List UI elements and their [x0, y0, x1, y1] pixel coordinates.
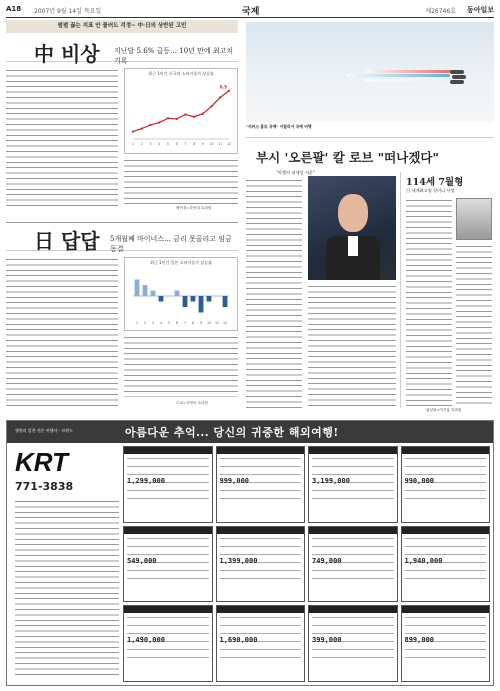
- china-chart-title: 최근 1년간 중국의 소비자물가 상승률: [148, 71, 214, 76]
- ad-text-line: [312, 570, 394, 571]
- x-tick-label: 5: [167, 321, 171, 325]
- ad-text-line: [312, 474, 394, 475]
- ad-package-cell: [401, 446, 491, 523]
- ad-price: 1,299,000: [127, 477, 165, 485]
- data-point: [176, 118, 178, 120]
- feature-body-2: [308, 284, 396, 408]
- ad-text-line: [127, 498, 209, 499]
- issue-date: 2007년 9월 14일 목요일: [34, 8, 102, 15]
- ad-text-line: [220, 649, 302, 650]
- section-title: 국제: [242, 7, 260, 17]
- photo-caption-title: "서커스 흉토 곡예" 이탈리아 곡예 비행: [246, 124, 312, 129]
- ad-text-line: [127, 458, 209, 459]
- ad-text-line: [220, 570, 302, 571]
- ad-text-line: [220, 625, 302, 626]
- data-point: [219, 96, 221, 98]
- ad-text-line: [312, 657, 394, 658]
- ad-header: [7, 421, 493, 443]
- x-tick-label: 10: [206, 321, 212, 325]
- ad-text-line: [220, 474, 302, 475]
- ad-package-cell: [123, 605, 213, 682]
- x-tick-label: 7: [183, 321, 187, 325]
- ad-price: 1,690,000: [219, 636, 258, 645]
- china-subhead: 지난달 5.6% 급등… 10년 만에 최고치 기록: [114, 47, 234, 65]
- bar: [175, 291, 180, 297]
- bush-photo: [308, 176, 396, 280]
- data-point: [158, 122, 160, 124]
- x-tick-label: 9: [201, 142, 204, 146]
- feature-sub: "야겠어 떠세상 서운": [276, 170, 315, 175]
- bar: [207, 296, 212, 302]
- ad-text-line: [312, 578, 394, 579]
- face-shape: [338, 194, 368, 232]
- ad-package-cell: [216, 605, 306, 682]
- ad-text-line: [220, 498, 302, 499]
- krt-panel: [15, 447, 119, 685]
- ad-text-line: [220, 490, 302, 491]
- x-tick-label: 11: [214, 321, 220, 325]
- ad-text-line: [312, 490, 394, 491]
- ad-text-line: [312, 538, 394, 539]
- jet-icon: [450, 70, 464, 74]
- x-tick-label: 3: [149, 142, 152, 146]
- ad-text-line: [405, 538, 487, 539]
- feature-article: [246, 142, 494, 414]
- x-tick-label: 10: [209, 142, 214, 146]
- newspaper-name: 동아일보: [466, 5, 494, 14]
- krt-phone: 771-3838: [15, 480, 74, 493]
- ad-text-line: [220, 578, 302, 579]
- ad-package-grid: [123, 446, 490, 682]
- x-tick-label: 12: [222, 321, 228, 325]
- ad-package-header: [217, 447, 305, 454]
- bar: [135, 280, 140, 297]
- ad-text-line: [220, 554, 302, 555]
- china-headline: 中 비상: [34, 42, 100, 66]
- japan-chart-title: 최근 1년간 일본 소비자물가 상승률: [150, 260, 212, 265]
- ad-text-line: [312, 498, 394, 499]
- airshow-photo: [246, 22, 494, 122]
- china-byline: 베이징=하종대 특파원: [176, 206, 212, 210]
- obit-portrait: [456, 198, 492, 240]
- ad-text-line: [312, 458, 394, 459]
- feature-divider: [400, 172, 401, 408]
- ad-text-line: [127, 617, 209, 618]
- ad-price: 3,199,000: [312, 477, 350, 485]
- ad-text-line: [405, 578, 487, 579]
- x-tick-label: 8: [191, 321, 195, 325]
- ad-text-line: [405, 458, 487, 459]
- bar: [183, 296, 188, 307]
- ad-package-header: [309, 447, 397, 454]
- ad-package-header: [217, 527, 305, 534]
- bar: [151, 291, 156, 297]
- ad-text-line: [127, 578, 209, 579]
- obit-sub: 日 세계최고령 할머니 사망: [406, 188, 455, 193]
- photo-caption: [246, 124, 494, 138]
- jet-icon: [452, 75, 466, 79]
- ad-price: 399,000: [312, 636, 342, 645]
- japan-chart-svg: [125, 270, 237, 328]
- ad-price: 899,000: [404, 636, 435, 645]
- ad-package-header: [402, 527, 490, 534]
- jet-icon: [450, 80, 464, 84]
- ad-text-line: [405, 546, 487, 547]
- ad-package-cell: [216, 446, 306, 523]
- top-banner: 펄펄 끓는 지표 안 물러도 걱정~ 中·日의 상반된 고민: [6, 20, 238, 33]
- ad-package-cell: [401, 605, 491, 682]
- series-line: [133, 91, 229, 132]
- feature-byline: 워싱턴=이기홍 특파원: [426, 408, 462, 412]
- obit-body: [406, 198, 452, 408]
- ad-text-line: [220, 633, 302, 634]
- x-tick-label: 2: [143, 321, 147, 325]
- ad-text-line: [312, 617, 394, 618]
- ad-price: 549,000: [127, 556, 157, 565]
- ad-text-line: [127, 554, 209, 555]
- china-chart: [124, 68, 238, 154]
- ad-package-cell: [308, 526, 398, 603]
- feature-body: [246, 178, 302, 408]
- x-tick-label: 1: [135, 321, 139, 325]
- bar: [143, 285, 148, 296]
- ad-text-line: [312, 625, 394, 626]
- ad-text-line: [405, 490, 487, 491]
- data-label: 6.5: [219, 84, 227, 90]
- japan-body-2: [124, 335, 238, 397]
- x-tick-label: 4: [158, 142, 161, 146]
- ad-package-header: [309, 527, 397, 534]
- ad-text-line: [312, 546, 394, 547]
- ad-text-line: [127, 625, 209, 626]
- ad-package-cell: [308, 605, 398, 682]
- ad-title: 아름다운 추억... 당신의 귀중한 해외여행!: [125, 426, 339, 439]
- ad-text-line: [405, 554, 487, 555]
- ad-text-line: [127, 466, 209, 467]
- ad-package-cell: [401, 526, 491, 603]
- ad-package-header: [309, 606, 397, 613]
- ad-text-line: [127, 474, 209, 475]
- china-body: [6, 68, 118, 210]
- ad-price: 990,000: [404, 477, 435, 485]
- bar: [199, 296, 204, 313]
- page-number: A18: [6, 5, 22, 13]
- ad-text-line: [405, 625, 487, 626]
- ad-text-line: [405, 466, 487, 467]
- obit-body-2: [456, 244, 492, 408]
- krt-logo: KRT: [15, 447, 68, 477]
- data-point: [202, 113, 204, 115]
- feature-headline: 부시 '오른팔' 칼 로브 "떠나겠다": [256, 150, 439, 165]
- ad-text-line: [127, 649, 209, 650]
- ad-package-header: [217, 606, 305, 613]
- china-chart-svg: [125, 81, 237, 151]
- data-point: [193, 116, 195, 118]
- ad-price: 1,940,000: [404, 556, 443, 565]
- ad-text-line: [405, 498, 487, 499]
- japan-article: [6, 222, 238, 412]
- china-article: [6, 38, 238, 218]
- ad-text-line: [405, 657, 487, 658]
- ad-text-line: [405, 633, 487, 634]
- ad-text-line: [220, 617, 302, 618]
- data-point: [141, 128, 143, 130]
- ad-text-line: [127, 633, 209, 634]
- ad-text-line: [312, 466, 394, 467]
- x-tick-label: 11: [218, 142, 223, 146]
- ad-text-line: [127, 538, 209, 539]
- japan-subhead: 5개월째 마이너스… 금리 못올리고 임금 동결: [110, 235, 232, 253]
- ad-text-line: [220, 458, 302, 459]
- issue-number: 제26746호: [425, 8, 456, 15]
- ad-text-line: [312, 633, 394, 634]
- ad-text-line: [127, 546, 209, 547]
- ad-package-header: [402, 447, 490, 454]
- ad-price: 999,000: [219, 477, 250, 485]
- china-body-2: [124, 158, 238, 204]
- ad-text-line: [127, 490, 209, 491]
- bar: [191, 296, 196, 302]
- x-tick-label: 2: [140, 142, 143, 146]
- ad-text-line: [405, 649, 487, 650]
- ad-package-cell: [123, 446, 213, 523]
- data-point: [149, 124, 151, 126]
- x-tick-label: 7: [184, 142, 187, 146]
- bar: [159, 296, 164, 302]
- ad-text-line: [312, 649, 394, 650]
- ad-text-line: [220, 546, 302, 547]
- x-tick-label: 12: [226, 142, 232, 146]
- japan-byline: 도쿄=서영아 특파원: [176, 401, 208, 405]
- x-tick-label: 1: [131, 142, 135, 146]
- x-tick-label: 6: [175, 142, 178, 146]
- travel-advertisement: [6, 420, 494, 686]
- krt-details: [15, 499, 119, 677]
- ad-package-header: [124, 527, 212, 534]
- data-point: [228, 90, 230, 92]
- x-tick-label: 8: [193, 142, 196, 146]
- japan-headline: 日 답답: [34, 229, 100, 253]
- data-point: [167, 117, 169, 119]
- data-point: [184, 113, 186, 115]
- japan-body: [6, 257, 118, 407]
- ad-text-line: [405, 617, 487, 618]
- page-header: [6, 4, 494, 18]
- ad-price: 1,399,000: [219, 556, 258, 565]
- ad-package-cell: [123, 526, 213, 603]
- ad-price: 1,490,000: [127, 636, 165, 645]
- ad-text-line: [127, 657, 209, 658]
- ad-package-cell: [308, 446, 398, 523]
- ad-text-line: [220, 538, 302, 539]
- ad-package-header: [402, 606, 490, 613]
- x-tick-label: 9: [199, 321, 203, 325]
- ad-text-line: [220, 657, 302, 658]
- ad-text-line: [127, 570, 209, 571]
- bar: [223, 296, 228, 307]
- japan-chart: [124, 257, 238, 331]
- x-tick-label: 5: [166, 142, 169, 146]
- ad-text-line: [312, 554, 394, 555]
- ad-package-header: [124, 606, 212, 613]
- data-point: [210, 105, 212, 107]
- ad-price: 749,000: [312, 556, 342, 565]
- ad-text-line: [220, 466, 302, 467]
- ad-package-cell: [216, 526, 306, 603]
- data-point: [132, 130, 134, 132]
- ad-tagline: 행원의 알찬 전문 여행사 - 브랜드: [15, 428, 74, 433]
- ad-text-line: [405, 474, 487, 475]
- x-tick-label: 6: [175, 321, 179, 325]
- ad-package-header: [124, 447, 212, 454]
- x-tick-label: 3: [151, 321, 155, 325]
- ad-text-line: [405, 570, 487, 571]
- x-tick-label: 4: [159, 321, 163, 325]
- obit-title: 114세 7월형: [406, 177, 464, 188]
